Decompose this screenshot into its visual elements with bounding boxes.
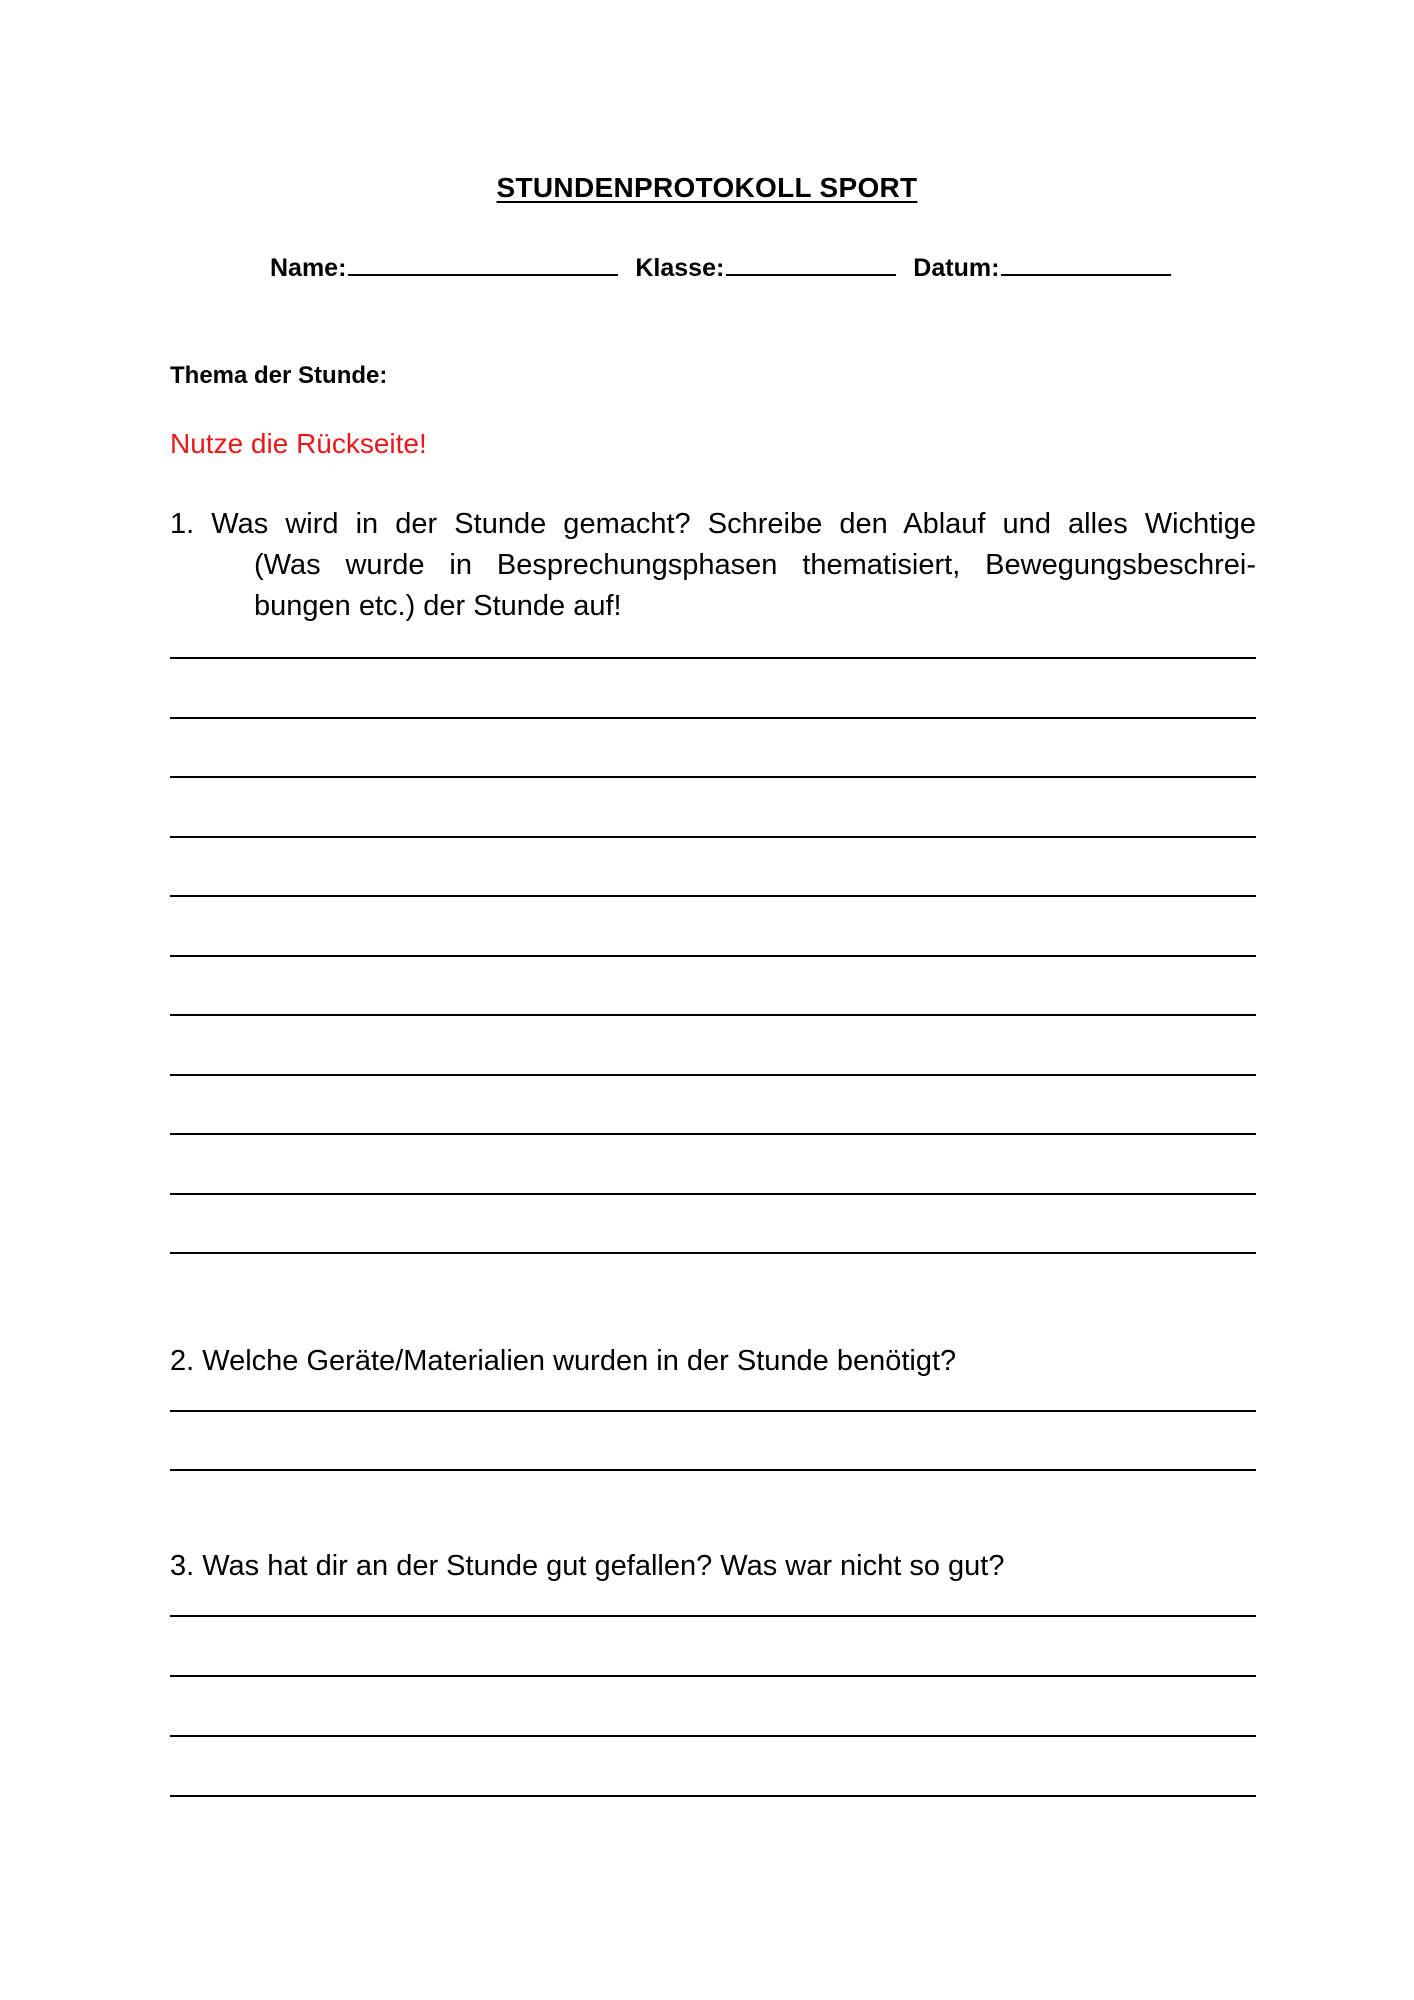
question-2: 2. Welche Geräte/Materialien wurden in der Stunde benötigt? xyxy=(170,1345,957,1377)
answer-line[interactable] xyxy=(170,776,1256,778)
answer-line[interactable] xyxy=(170,955,1256,957)
answer-line[interactable] xyxy=(170,1133,1256,1135)
answer-line[interactable] xyxy=(170,1074,1256,1076)
question-1-continuation: (Was wurde in Besprechungsphasen thematisiert, Bewegungsbeschrei-bungen etc.) der Stunde auf! xyxy=(254,549,1256,622)
answer-line[interactable] xyxy=(170,657,1256,659)
backside-hint: Nutze die Rückseite! xyxy=(170,428,427,459)
name-label: Name: xyxy=(270,254,347,282)
answer-line[interactable] xyxy=(170,1014,1256,1016)
answer-line[interactable] xyxy=(170,1252,1256,1254)
datum-label: Datum: xyxy=(913,254,1000,282)
klasse-field[interactable] xyxy=(635,254,896,283)
student-info-row xyxy=(270,254,1181,283)
lesson-topic-label: Thema der Stunde: xyxy=(170,362,388,389)
answer-line[interactable] xyxy=(170,1469,1256,1471)
klasse-label: Klasse: xyxy=(635,254,725,282)
answer-line[interactable] xyxy=(170,1675,1256,1677)
question-1 xyxy=(170,504,1256,627)
klasse-blank[interactable] xyxy=(726,254,896,276)
page-title: STUNDENPROTOKOLL SPORT xyxy=(496,172,918,203)
answer-line[interactable] xyxy=(170,1193,1256,1195)
answer-line[interactable] xyxy=(170,1795,1256,1797)
answer-line[interactable] xyxy=(170,895,1256,897)
question-3: 3. Was hat dir an der Stunde gut gefallen? Was war nicht so gut? xyxy=(170,1550,1005,1582)
datum-blank[interactable] xyxy=(1001,254,1171,276)
answer-line[interactable] xyxy=(170,1410,1256,1412)
answer-line[interactable] xyxy=(170,1615,1256,1617)
answer-line[interactable] xyxy=(170,1735,1256,1737)
datum-field[interactable] xyxy=(913,254,1171,283)
name-blank[interactable] xyxy=(348,254,618,276)
answer-line[interactable] xyxy=(170,836,1256,838)
name-field[interactable] xyxy=(270,254,618,283)
question-1-first-line: 1. Was wird in der Stunde gemacht? Schreibe den Ablauf und alles Wichtige xyxy=(170,508,1256,540)
answer-line[interactable] xyxy=(170,717,1256,719)
